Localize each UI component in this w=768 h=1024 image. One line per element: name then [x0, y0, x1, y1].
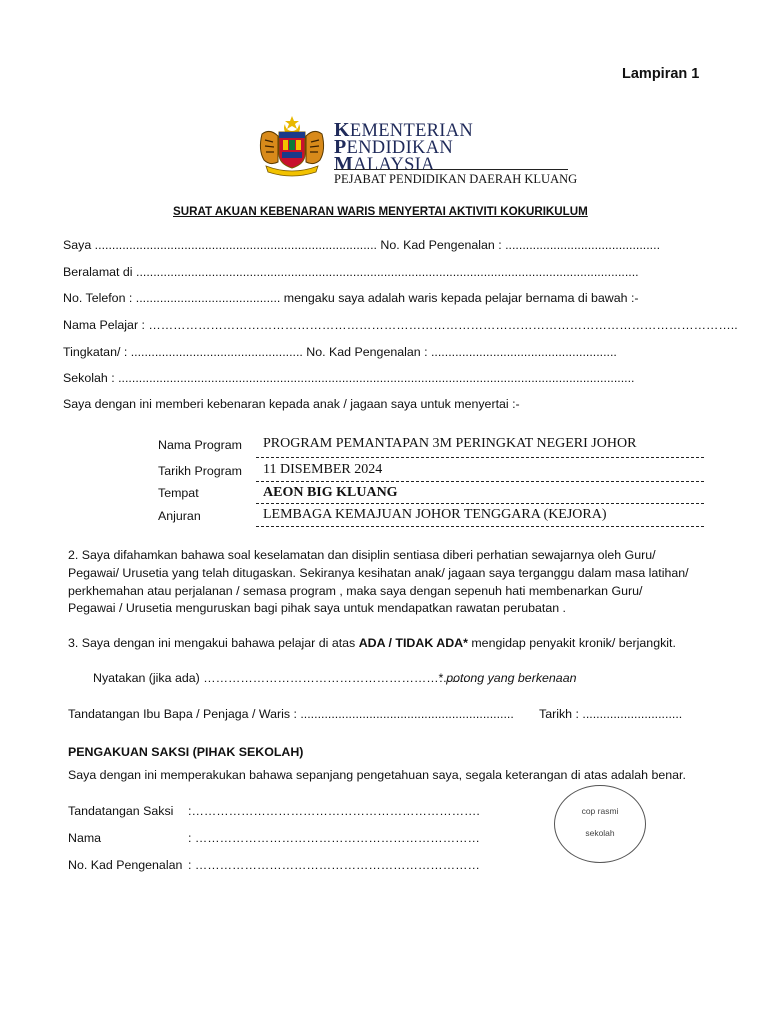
program-value-tempat: AEON BIG KLUANG	[263, 485, 398, 500]
para2-line-1: 2. Saya difahamkan bahawa soal keselamatan dan disiplin sentiasa diberi perhatian sewajarnya oleh Guru/	[68, 548, 656, 562]
program-dashline-4	[256, 526, 704, 527]
stamp-text-1: cop rasmi	[581, 806, 619, 816]
program-value-nama: PROGRAM PEMANTAPAN 3M PERINGKAT NEGERI JOHOR	[263, 436, 637, 451]
lampiran-label: Lampiran 1	[622, 66, 700, 82]
line-tingkatan: Tingkatan/ : .................................................. No. Kad Pengenalan : ......................................................	[63, 345, 617, 359]
line-beralamat: Beralamat di ..................................................................................................................................................	[63, 265, 639, 279]
document-title: SURAT AKUAN KEBENARAN WARIS MENYERTAI AKTIVITI KOKURIKULUM	[173, 205, 588, 218]
ministry-line-2: PENDIDIKAN	[334, 136, 454, 158]
ministry-underline	[334, 169, 568, 170]
line-nama-pelajar: Nama Pelajar : ……………………………………………………………………………………………………………………………..	[63, 318, 738, 332]
stamp-text-2: sekolah	[585, 828, 615, 838]
saksi-value-nama: : ……………………………………………………………	[188, 831, 480, 845]
program-label-tempat: Tempat	[158, 486, 199, 500]
nyatakan-line: Nyatakan (jika ada) ……………………………………………………….	[93, 671, 467, 685]
program-value-tarikh: 11 DISEMBER 2024	[263, 462, 383, 477]
saksi-label-nama: Nama	[68, 831, 102, 845]
program-dashline-1	[256, 457, 704, 458]
line-sekolah: Sekolah : ......................................................................................................................................................	[63, 371, 635, 385]
saksi-label-ic: No. Kad Pengenalan	[68, 858, 183, 872]
saksi-value-ic: : ……………………………………………………………	[188, 858, 480, 872]
para2-line-2: Pegawai/ Urusetia yang telah ditugaskan. Sekiranya kesihatan anak/ jagaan saya terganggu dalam masa latihan/	[68, 566, 689, 580]
ministry-line-1: KEMENTERIAN	[334, 119, 474, 141]
malaysia-coat-of-arms-icon	[252, 114, 332, 178]
ministry-line-3: MALAYSIA	[334, 153, 435, 175]
para2-line-3: perkhemahan atau perjalanan / semasa program , maka saya dengan sepenuh hati membenarkan Guru/	[68, 584, 643, 598]
line-saya: Saya .................................................................................. No. Kad Pengenalan : .............................................	[63, 238, 661, 252]
saksi-statement: Saya dengan ini memperakukan bahawa sepanjang pengetahuan saya, segala keterangan di atas adalah benar.	[68, 768, 686, 782]
program-value-anjuran: LEMBAGA KEMAJUAN JOHOR TENGGARA (KEJORA)	[263, 507, 607, 522]
program-dashline-2	[256, 481, 704, 482]
potong-note: * potong yang berkenaan	[438, 671, 577, 685]
para3-line: 3. Saya dengan ini mengakui bahawa pelajar di atas ADA / TIDAK ADA* mengidap penyakit kronik/ berjangkit.	[68, 636, 676, 650]
para2-line-4: Pegawai / Urusetia menguruskan bagi pihak saya untuk mendapatkan rawatan perubatan .	[68, 601, 567, 615]
program-label-tarikh: Tarikh Program	[158, 464, 243, 478]
school-stamp-placeholder	[554, 785, 646, 863]
program-label-nama: Nama Program	[158, 438, 243, 452]
saksi-heading: PENGAKUAN SAKSI (PIHAK SEKOLAH)	[68, 745, 304, 759]
parent-signature-line: Tandatangan Ibu Bapa / Penjaga / Waris : ..............................................................	[68, 707, 514, 721]
tarikh-line: Tarikh : .............................	[539, 707, 683, 721]
line-telefon: No. Telefon : .......................................... mengaku saya adalah waris kepada pelajar bernama di bawah :-	[63, 291, 639, 305]
saksi-label-tandatangan: Tandatangan Saksi	[68, 804, 174, 818]
office-name: PEJABAT PENDIDIKAN DAERAH KLUANG	[334, 172, 578, 186]
program-label-anjuran: Anjuran	[158, 509, 201, 523]
line-kebenaran: Saya dengan ini memberi kebenaran kepada anak / jagaan saya untuk menyertai :-	[63, 397, 520, 411]
saksi-value-tandatangan: :…………………………………………………………….	[188, 804, 480, 818]
program-dashline-3	[256, 503, 704, 504]
